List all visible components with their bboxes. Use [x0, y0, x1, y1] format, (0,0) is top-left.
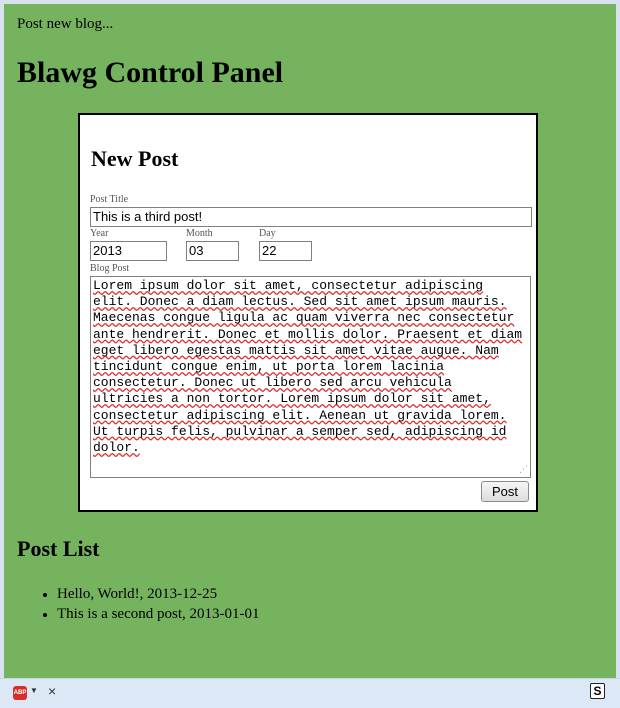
blog-post-text[interactable]: Lorem ipsum dolor sit amet, consectetur adipiscing elit. Donec a diam lectus. Sed sit amet ipsum mauris. Maecenas congue ligula ac quam viverra nec consectetur ante hendrerit. Donec et mollis dolor. Praesent et diam eget libero egestas mattis sit amet vitae augue. Nam tincidunt congue enim, ut porta lorem lacinia consectetur. Donec ut libero sed arcu vehicula ultricies a non tortor. Lorem ipsum dolor sit amet, consectetur adipiscing elit. Aenean ut gravida lorem. Ut turpis felis, pulvinar a semper sed, adipiscing id dolor.	[93, 278, 523, 456]
post-list-title: Post List	[17, 536, 100, 561]
post-list-item[interactable]: • This is a second post, 2013-01-01	[57, 604, 259, 624]
resize-grip-icon[interactable]: ⋰	[519, 465, 528, 475]
post-list-item[interactable]: • Hello, World!, 2013-12-25	[57, 584, 259, 604]
day-field[interactable]: 22	[259, 241, 312, 261]
blog-post-textarea[interactable]	[90, 276, 531, 478]
adblock-plus-icon[interactable]: ABP	[13, 686, 27, 700]
page-title: Blawg Control Panel	[17, 56, 284, 89]
s-icon[interactable]: S	[590, 683, 605, 699]
close-icon[interactable]: ×	[48, 683, 57, 699]
post-list	[44, 584, 259, 624]
post-new-blog-link[interactable]: Post new blog...	[17, 16, 114, 32]
post-button[interactable]: Post	[481, 481, 529, 502]
year-label: Year	[90, 228, 109, 239]
new-post-panel	[78, 113, 538, 512]
chevron-down-icon[interactable]: ▼	[30, 686, 38, 695]
post-title-field[interactable]: This is a third post!	[90, 207, 532, 227]
year-field[interactable]: 2013	[90, 241, 167, 261]
day-label: Day	[259, 228, 276, 239]
post-title-label: Post Title	[90, 194, 129, 205]
new-post-title: New Post	[91, 146, 179, 171]
browser-status-bar	[0, 678, 620, 708]
month-label: Month	[186, 228, 213, 239]
month-field[interactable]: 03	[186, 241, 239, 261]
blog-post-label: Blog Post	[90, 263, 130, 274]
page-content	[4, 4, 616, 678]
